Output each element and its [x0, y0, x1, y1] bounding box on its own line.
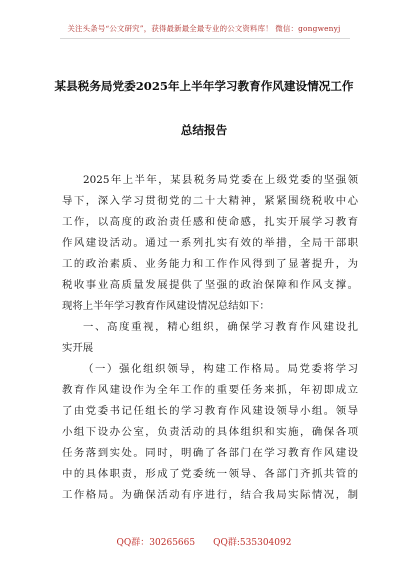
document-body: [62, 170, 358, 506]
body-line: 小组下设办公室，负责活动的具体组织和实施，确保各项: [62, 426, 358, 438]
section-heading-line: 实开展: [62, 342, 94, 354]
body-line: 中的具体职责，形成了党委统一领导、各部门齐抓共管的: [62, 468, 358, 480]
footer-qq-group-2: QQ群:535304092: [213, 538, 292, 548]
body-line: 作风建设活动。通过一系列扎实有效的举措，全局干部职: [62, 237, 358, 249]
footer-qq-group-1: QQ群：30265665: [116, 538, 196, 548]
body-line: 导下，深入学习贯彻党的二十大精神，紧紧围绕税收中心: [62, 195, 358, 207]
header-banner: 关注头条号“公文研究”，获得最新最全最专业的公文资料库！ 微信：gongwenyj: [67, 24, 341, 33]
body-line: （一）强化组织领导，构建工作格局。局党委将学习: [83, 363, 358, 375]
body-line: 现将上半年学习教育作风建设情况总结如下：: [62, 300, 270, 312]
footer-contact: [0, 535, 408, 548]
body-line: 税收事业高质量发展提供了坚强的政治保障和作风支撑。: [62, 279, 358, 291]
body-line: 2025年上半年，某县税务局党委在上级党委的坚强领: [83, 174, 358, 186]
document-title-line-2: 总结报告: [180, 123, 228, 137]
section-heading-line: 一、高度重视，精心组织，确保学习教育作风建设扎: [83, 321, 358, 333]
body-line: 工作，以高度的政治责任感和使命感，扎实开展学习教育: [62, 216, 358, 228]
body-line: 教育作风建设作为全年工作的重要任务来抓，年初即成立: [62, 384, 358, 396]
body-line: 工作格局。为确保活动有序进行，结合我局实际情况，制: [62, 489, 358, 501]
body-line: 工的政治素质、业务能力和工作作风得到了显著提升，为: [62, 258, 358, 270]
document-title-line-1: 某县税务局党委2025年上半年学习教育作风建设情况工作: [54, 79, 354, 93]
body-line: 了由党委书记任组长的学习教育作风建设领导小组。领导: [62, 405, 358, 417]
body-line: 任务落到实处。同时，明确了各部门在学习教育作风建设: [62, 447, 358, 459]
header-divider: [60, 38, 350, 39]
